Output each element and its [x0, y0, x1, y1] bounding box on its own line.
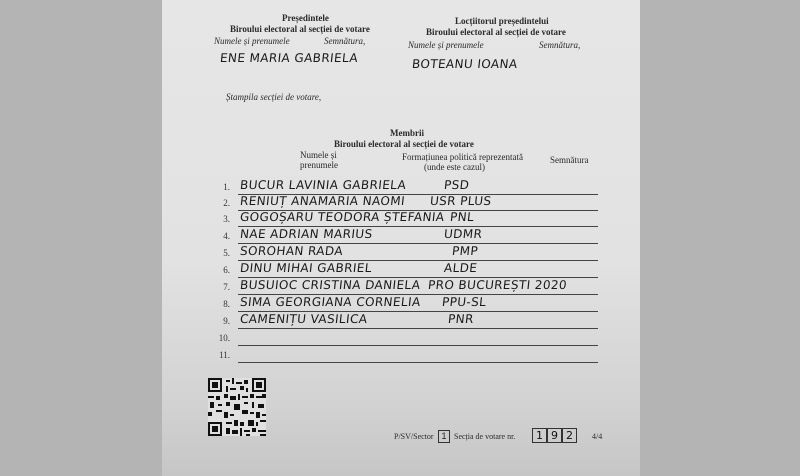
member-party: PRO BUCUREȘTI 2020	[427, 278, 568, 292]
member-name: NAE ADRIAN MARIUS	[239, 227, 374, 241]
row-number: 8.	[223, 299, 230, 309]
deputy-name-label: Numele și prenumele	[408, 40, 484, 50]
document-page	[162, 0, 640, 476]
member-party: PMP	[451, 244, 479, 258]
member-party: ALDE	[443, 261, 479, 275]
row-line	[238, 328, 598, 329]
section-digit: 9	[547, 428, 562, 443]
member-party: UDMR	[443, 227, 484, 241]
column-party-line2: (unde este cazul)	[424, 162, 485, 172]
column-party-line1: Formațiunea politică reprezentată	[402, 152, 523, 162]
president-subtitle: Biroului electoral al secției de votare	[230, 24, 370, 34]
member-name: RENIUȚ ANAMARIA NAOMI	[239, 194, 406, 208]
member-name: CAMENIȚU VASILICA	[239, 312, 369, 326]
stamp-label: Ștampila secției de votare,	[226, 92, 322, 102]
row-number: 1.	[223, 182, 230, 192]
deputy-handwritten-name: BOTEANU IOANA	[411, 57, 519, 71]
member-name: SOROHAN RADA	[239, 244, 344, 258]
row-number: 4.	[223, 231, 230, 241]
sector-value: 1	[438, 430, 450, 443]
member-party: USR PLUS	[429, 194, 493, 208]
deputy-signature-label: Semnătura,	[539, 40, 581, 50]
sector-label: P/SV/Sector	[394, 432, 434, 441]
row-number: 9.	[223, 316, 230, 326]
row-number: 7.	[223, 282, 230, 292]
member-party: PSD	[443, 178, 471, 192]
president-signature-label: Semnătura,	[324, 36, 366, 46]
row-line	[238, 362, 598, 363]
section-digit: 2	[562, 428, 577, 443]
column-name-line1: Numele și	[300, 150, 337, 160]
member-name: DINU MIHAI GABRIEL	[239, 261, 373, 275]
qr-code-icon	[208, 378, 266, 436]
row-number: 3.	[223, 214, 230, 224]
row-line	[238, 345, 598, 346]
row-number: 6.	[223, 265, 230, 275]
president-handwritten-name: ENE MARIA GABRIELA	[219, 51, 359, 65]
members-title: Membrii	[390, 128, 424, 138]
row-number: 5.	[223, 248, 230, 258]
member-name: GOGOȘARU TEODORA ȘTEFANIA	[239, 210, 446, 224]
section-digit: 1	[532, 428, 547, 443]
member-party: PNR	[447, 312, 475, 326]
president-title: Președintele	[282, 13, 329, 23]
column-name-line2: prenumele	[300, 160, 338, 170]
deputy-title: Locțiitorul președintelui	[455, 16, 549, 26]
page-number: 4/4	[592, 432, 603, 441]
row-number: 10.	[218, 333, 230, 343]
column-signature: Semnătura	[550, 155, 589, 165]
section-label: Secția de votare nr.	[454, 432, 516, 441]
member-party: PPU-SL	[441, 295, 488, 309]
member-name: BUCUR LAVINIA GABRIELA	[239, 178, 407, 192]
row-number: 11.	[219, 350, 230, 360]
row-number: 2.	[223, 198, 230, 208]
member-party: PNL	[449, 210, 475, 224]
member-name: SIMA GEORGIANA CORNELIA	[239, 295, 422, 309]
president-name-label: Numele și prenumele	[214, 36, 290, 46]
deputy-subtitle: Biroului electoral al secției de votare	[426, 27, 566, 37]
members-subtitle: Biroului electoral al secției de votare	[334, 139, 474, 149]
member-name: BUSUIOC CRISTINA DANIELA	[239, 278, 422, 292]
